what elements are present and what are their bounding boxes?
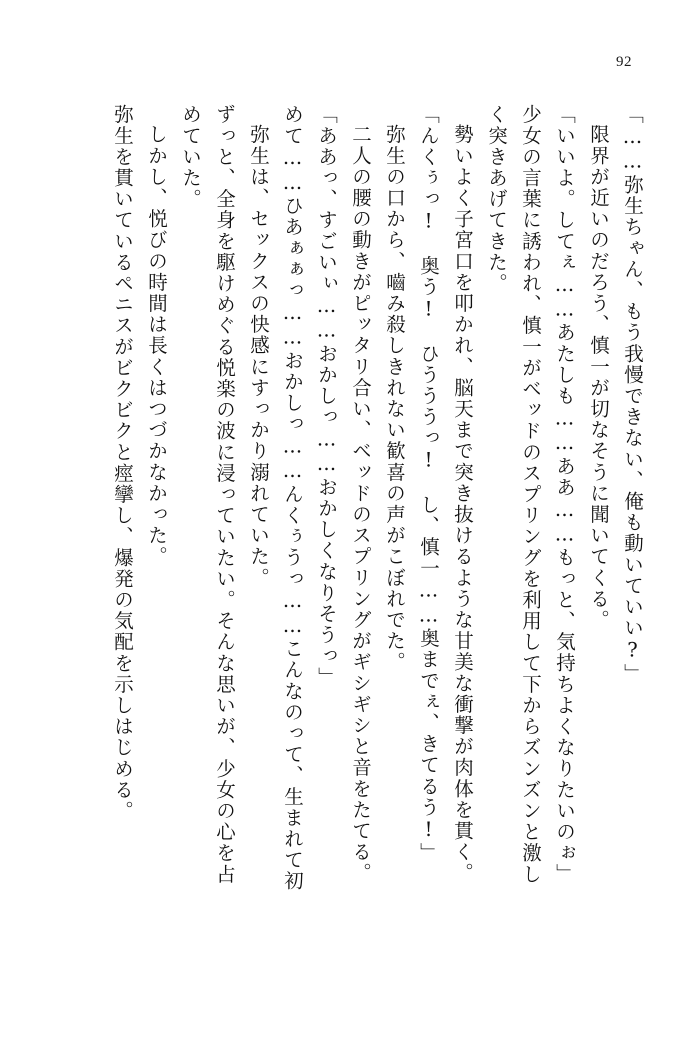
text-line: 弥生の口から、嚙み殺しきれない歓喜の声がこぼれでた。	[383, 124, 406, 673]
text-line: 少女の言葉に誘われ、慎一がベッドのスプリングを利用して下からズンズンと激し	[519, 104, 542, 885]
text-line: 「いいよ。してぇ……あたしも……ああ……もっと、気持ちよくなりたいのぉ」	[553, 104, 576, 885]
text-line: めていた。	[179, 104, 202, 210]
vertical-text-body	[52, 104, 642, 944]
text-line: 「……弥生ちゃん、もう我慢できない、俺も動いていい?」	[621, 104, 644, 685]
text-line: 勢いよく子宮口を叩かれ、脳天まで突き抜けるような甘美な衝撃が肉体を貫く。	[451, 124, 474, 884]
text-line: めて……ひあぁぁっ……おかしっ……んくぅうっ……こんなのって、生まれて初	[281, 104, 304, 892]
page-number: 92	[616, 54, 632, 70]
text-line: ずっと、全身を駆けめぐる悦楽の波に浸っていたい。そんな思いが、少女の心を占	[213, 104, 236, 885]
text-line: 弥生を貫いているペニスがビクビクと痙攣し、爆発の気配を示しはじめる。	[111, 104, 134, 822]
text-line: 「んくぅっ! 奥う! ひうううっ! し、慎一……奥までぇ、きてるう!」	[417, 104, 440, 864]
text-line: 「ああっ、すごいぃ……おかしっ……おかしくなりそうっ」	[315, 104, 338, 688]
text-line: 限界が近いのだろう、慎一が切なそうに聞いてくる。	[587, 124, 610, 631]
text-line: 弥生は、セックスの快感にすっかり溺れていた。	[247, 124, 270, 589]
text-line: 二人の腰の動きがピッタリ合い、ベッドのスプリングがギシギシと音をたてる。	[349, 124, 372, 884]
text-line: しかし、悦びの時間は長くはつづかなかった。	[145, 124, 168, 568]
text-line: く突きあげてきた。	[485, 104, 508, 294]
